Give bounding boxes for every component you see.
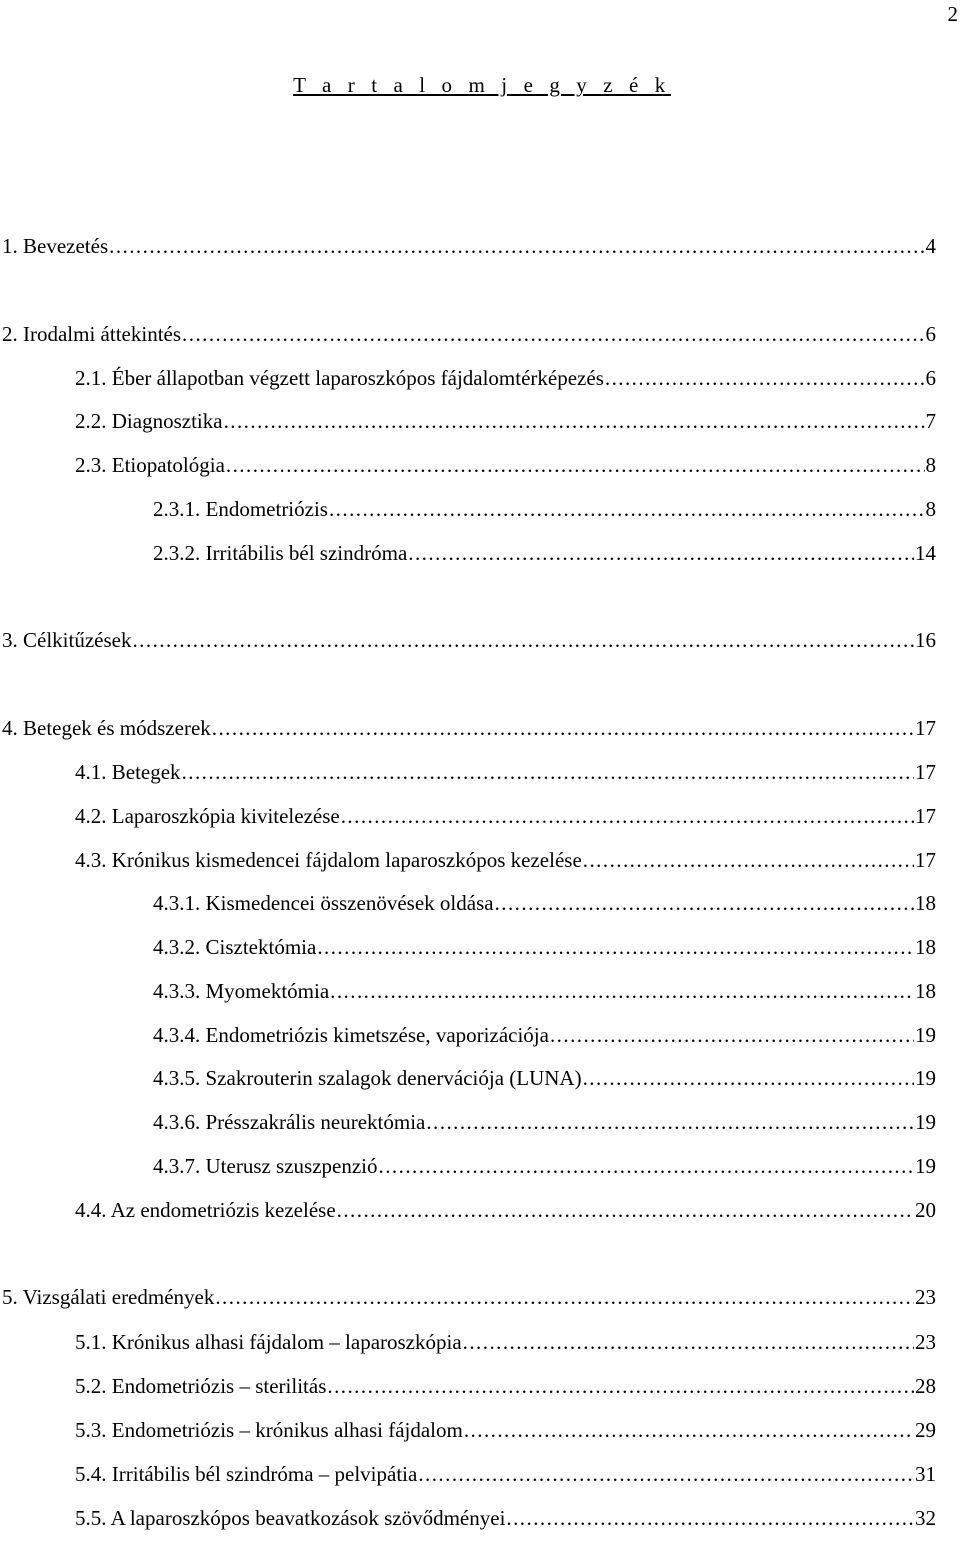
dot-leader (226, 451, 925, 479)
dot-leader (463, 1328, 914, 1356)
dot-leader (408, 539, 914, 567)
toc-entry-page: 16 (915, 628, 936, 652)
toc-entry-page: 23 (915, 1330, 936, 1354)
toc-entry-page: 32 (915, 1506, 936, 1530)
toc-entry[interactable] (75, 364, 936, 392)
dot-leader (337, 1196, 914, 1224)
toc-entry-page: 6 (925, 366, 936, 390)
toc-entry-page: 17 (915, 804, 936, 828)
dot-leader (329, 495, 925, 523)
dot-leader (341, 802, 914, 830)
dot-leader (583, 846, 914, 874)
dot-leader (550, 1021, 914, 1049)
dot-leader (132, 626, 914, 654)
dot-leader (182, 758, 914, 786)
toc-entry-page: 31 (915, 1462, 936, 1486)
toc-entry[interactable] (75, 451, 936, 479)
dot-leader (224, 407, 925, 435)
toc-entry-label: 5.1. Krónikus alhasi fájdalom – laparoszkópia (75, 1330, 462, 1354)
toc-entry[interactable] (153, 1021, 936, 1049)
toc-entry[interactable] (2, 232, 936, 260)
toc-entry[interactable] (75, 1328, 936, 1356)
toc-entry-label: 2.2. Diagnosztika (75, 409, 223, 433)
toc-entry-label: 4.1. Betegek (75, 760, 181, 784)
toc-entry[interactable] (153, 1152, 936, 1180)
dot-leader (379, 1152, 914, 1180)
toc-entry-page: 4 (925, 234, 936, 258)
toc-entry[interactable] (75, 407, 936, 435)
dot-leader (182, 320, 924, 348)
toc-entry-page: 19 (915, 1154, 936, 1178)
toc-entry[interactable] (153, 1108, 936, 1136)
dot-leader (212, 714, 914, 742)
toc-entry-label: 4.3.1. Kismedencei összenövések oldása (153, 891, 494, 915)
toc-entry[interactable] (153, 933, 936, 961)
toc-entry[interactable] (153, 977, 936, 1005)
toc-entry[interactable] (153, 1064, 936, 1092)
toc-entry-label: 4.3.3. Myomektómia (153, 979, 330, 1003)
toc-entry-label: 4. Betegek és módszerek (2, 716, 211, 740)
toc-entry-label: 2.1. Éber állapotban végzett laparoszkópos fájdalomtérképezés (75, 366, 604, 390)
toc-entry[interactable] (75, 1416, 936, 1444)
toc-title: T a r t a l o m j e g y z é k (293, 73, 671, 97)
toc-entry-label: 4.3.5. Szakrouterin szalagok denervációja (LUNA) (153, 1066, 582, 1090)
toc-entry-label: 2.3. Etiopatológia (75, 453, 225, 477)
dot-leader (109, 232, 924, 260)
toc-entry-page: 17 (915, 716, 936, 740)
dot-leader (605, 364, 925, 392)
dot-leader (583, 1064, 914, 1092)
toc-entry-label: 2.3.1. Endometriózis (153, 497, 328, 521)
dot-leader (317, 933, 914, 961)
toc-entry[interactable] (153, 495, 936, 523)
toc-entry-label: 4.3.4. Endometriózis kimetszése, vaporizációja (153, 1023, 549, 1047)
toc-entry-label: 2. Irodalmi áttekintés (2, 322, 182, 346)
toc-entry-label: 4.3. Krónikus kismedencei fájdalom laparoszkópos kezelése (75, 848, 582, 872)
toc-entry[interactable] (2, 714, 936, 742)
toc-entry-page: 17 (915, 760, 936, 784)
toc-entry-label: 4.4. Az endometriózis kezelése (75, 1198, 336, 1222)
toc-entry-label: 5. Vizsgálati eredmények (2, 1285, 215, 1309)
toc-entry-label: 4.3.6. Présszakrális neurektómia (153, 1110, 426, 1134)
toc-entry-page: 8 (925, 497, 936, 521)
toc-entry[interactable] (153, 889, 936, 917)
toc-entry-page: 8 (925, 453, 936, 477)
dot-leader (327, 1372, 914, 1400)
toc-entry[interactable] (153, 539, 936, 567)
toc-entry[interactable] (75, 1504, 936, 1532)
toc-entry-label: 5.2. Endometriózis – sterilitás (75, 1374, 327, 1398)
toc-entry[interactable] (75, 846, 936, 874)
toc-entry[interactable] (75, 758, 936, 786)
dot-leader (215, 1283, 914, 1311)
page-number: 2 (947, 2, 958, 26)
toc-entry-label: 2.3.2. Irritábilis bél szindróma (153, 541, 408, 565)
dot-leader (330, 977, 914, 1005)
toc-entry-label: 5.5. A laparoszkópos beavatkozások szövődményei (75, 1506, 506, 1530)
toc-entry-label: 4.3.2. Cisztektómia (153, 935, 317, 959)
toc-entry-page: 18 (915, 979, 936, 1003)
dot-leader (426, 1108, 914, 1136)
toc-entry-label: 5.4. Irritábilis bél szindróma – pelvipátia (75, 1462, 418, 1486)
toc-entry-page: 28 (915, 1374, 936, 1398)
toc-entry-page: 29 (915, 1418, 936, 1442)
toc-entry-page: 7 (925, 409, 936, 433)
toc-entry-page: 14 (915, 541, 936, 565)
toc-entry-page: 19 (915, 1066, 936, 1090)
toc-entry-label: 5.3. Endometriózis – krónikus alhasi fájdalom (75, 1418, 463, 1442)
toc-entry[interactable] (2, 320, 936, 348)
toc-entry-page: 19 (915, 1110, 936, 1134)
toc-entry[interactable] (75, 1460, 936, 1488)
toc-entry[interactable] (75, 1196, 936, 1224)
toc-entry-page: 18 (915, 935, 936, 959)
toc-entry-label: 1. Bevezetés (2, 234, 109, 258)
toc-entry-label: 4.2. Laparoszkópia kivitelezése (75, 804, 340, 828)
toc-entry-page: 23 (915, 1285, 936, 1309)
toc-entry-page: 19 (915, 1023, 936, 1047)
toc-entry-label: 3. Célkitűzések (2, 628, 132, 652)
toc-entry-page: 18 (915, 891, 936, 915)
toc-entry[interactable] (75, 1372, 936, 1400)
toc-entry-label: 4.3.7. Uterusz szuszpenzió (153, 1154, 378, 1178)
toc-entry[interactable] (2, 626, 936, 654)
toc-entry[interactable] (2, 1283, 936, 1311)
toc-entry[interactable] (75, 802, 936, 830)
dot-leader (464, 1416, 914, 1444)
toc-entry-page: 6 (925, 322, 936, 346)
dot-leader (418, 1460, 914, 1488)
dot-leader (506, 1504, 914, 1532)
toc-entry-page: 17 (915, 848, 936, 872)
dot-leader (495, 889, 914, 917)
toc-entry-page: 20 (915, 1198, 936, 1222)
